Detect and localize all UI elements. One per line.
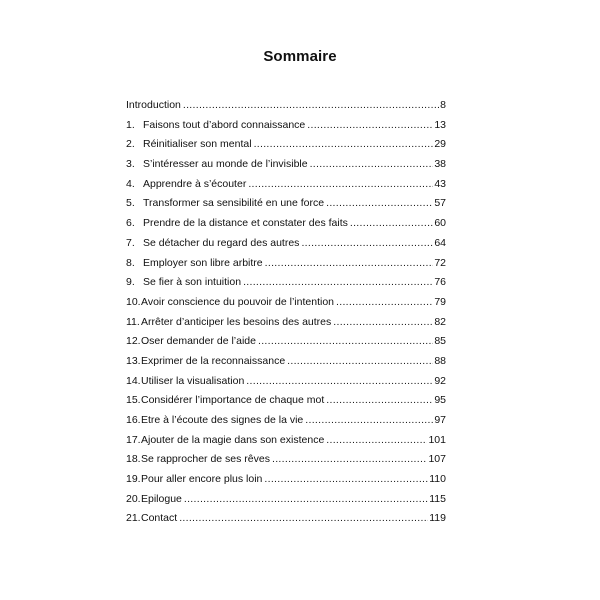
toc-entry	[126, 509, 446, 529]
toc-dot-leader	[301, 234, 433, 254]
toc-dot-leader	[264, 470, 428, 490]
toc-entry	[126, 490, 446, 510]
toc-entry-label: Arrêter d’anticiper les besoins des autres	[141, 315, 332, 328]
toc-dot-leader	[305, 411, 433, 431]
toc-entry-label: Etre à l’écoute des signes de la vie	[141, 414, 304, 426]
toc-entry-page: 43	[434, 177, 446, 190]
toc-dot-leader	[243, 273, 433, 293]
toc-entry-number: 8.	[126, 256, 135, 269]
toc-entry-page: 8	[440, 99, 446, 111]
toc-entry-page: 57	[434, 197, 446, 210]
toc-entry	[126, 372, 446, 392]
toc-dot-leader	[179, 509, 428, 529]
toc-entry	[126, 470, 446, 490]
toc-dot-leader	[287, 352, 433, 372]
toc-entry	[126, 254, 446, 274]
toc-dot-leader	[350, 214, 433, 234]
toc-dot-leader	[265, 254, 434, 274]
toc-entry-number: 16.	[126, 414, 141, 426]
toc-entry	[126, 431, 446, 451]
toc-entry-number: 9.	[126, 276, 135, 289]
toc-entry-label: Introduction	[126, 99, 181, 111]
toc-entry-page: 107	[428, 453, 446, 466]
toc-entry-number: 20.	[126, 492, 141, 505]
toc-entry-label: Se fier à son intuition	[143, 276, 242, 289]
toc-entry	[126, 273, 446, 293]
toc-entry-page: 101	[428, 433, 446, 446]
toc-entry-number: 19.	[126, 473, 141, 486]
page-title: Sommaire	[263, 48, 337, 65]
toc-entry-number: 13.	[126, 354, 141, 367]
toc-entry-page: 85	[434, 335, 446, 348]
toc-entry-label: Exprimer de la reconnaissance	[141, 354, 286, 367]
toc-entry-introduction	[126, 96, 446, 116]
toc-entry-number: 15.	[126, 394, 141, 407]
toc-entry-page: 97	[434, 414, 446, 426]
toc-entry-label: Epilogue	[141, 492, 182, 505]
toc-entry	[126, 135, 446, 155]
toc-entry-label: Réinitialiser son mental	[143, 138, 252, 151]
toc-entry	[126, 155, 446, 175]
toc-entry-number: 17.	[126, 433, 141, 446]
toc-entry-number: 7.	[126, 236, 135, 249]
toc-entry-page: 60	[434, 217, 446, 230]
toc-entry-page: 119	[429, 512, 446, 525]
toc-dot-leader	[183, 96, 439, 116]
toc-entry-number: 18.	[126, 453, 141, 466]
toc-entry-page: 92	[434, 374, 446, 387]
toc-entry-label: Faisons tout d’abord connaissance	[143, 118, 306, 131]
toc-entry	[126, 313, 446, 333]
toc-entry-number: 6.	[126, 217, 135, 230]
toc-entry-number: 5.	[126, 197, 135, 210]
toc-entry	[126, 234, 446, 254]
toc-dot-leader	[248, 175, 433, 195]
toc-entry-label: Ajouter de la magie dans son existence	[141, 433, 325, 446]
toc-dot-leader	[310, 155, 434, 175]
toc-entry-label: Transformer sa sensibilité en une force	[143, 197, 325, 210]
toc-entry-label: Considérer l’importance de chaque mot	[141, 394, 325, 407]
toc-dot-leader	[272, 450, 427, 470]
toc-entry-label: Contact	[141, 512, 178, 525]
toc-entry	[126, 352, 446, 372]
toc-dot-leader	[333, 313, 433, 333]
toc-entry-page: 88	[434, 354, 446, 367]
toc-dot-leader	[258, 332, 433, 352]
toc-entry-label: Apprendre à s’écouter	[143, 177, 247, 190]
toc-dot-leader	[326, 391, 433, 411]
toc-dot-leader	[326, 431, 427, 451]
toc-entry-page: 79	[434, 295, 446, 308]
toc-dot-leader	[184, 490, 428, 510]
toc-entry	[126, 293, 446, 313]
toc-entry-page: 115	[429, 492, 446, 505]
toc-entry-label: Se détacher du regard des autres	[143, 236, 300, 249]
toc-entry-number: 4.	[126, 177, 135, 190]
toc-entry-page: 95	[434, 394, 446, 407]
toc-dot-leader	[326, 194, 433, 214]
toc-entry-label: Avoir conscience du pouvoir de l’intention	[141, 295, 335, 308]
toc-entry-number: 3.	[126, 158, 135, 171]
toc-entry	[126, 450, 446, 470]
toc-entry-page: 38	[434, 158, 446, 171]
toc-entry-page: 76	[434, 276, 446, 289]
toc-entry-number: 10.	[126, 295, 141, 308]
toc-entry	[126, 332, 446, 352]
toc-dot-leader	[254, 135, 434, 155]
toc-entry-label: Se rapprocher de ses rêves	[141, 453, 270, 466]
toc-entry-label: Employer son libre arbitre	[143, 256, 263, 269]
toc-entry-number: 1.	[126, 118, 135, 131]
toc-entry	[126, 214, 446, 234]
toc-entry-number: 21.	[126, 512, 141, 525]
toc-entry	[126, 194, 446, 214]
toc-entry-label: Oser demander de l’aide	[141, 335, 256, 348]
toc-entry-label: Pour aller encore plus loin	[141, 473, 263, 486]
toc-entry-label: S’intéresser au monde de l’invisible	[143, 158, 308, 171]
toc-entry-page: 110	[429, 473, 446, 486]
toc-entry	[126, 411, 446, 431]
toc-entry-number: 14.	[126, 374, 141, 387]
toc-entry-page: 82	[434, 315, 446, 328]
toc-dot-leader	[246, 372, 433, 392]
table-of-contents	[126, 96, 446, 529]
toc-entry-page: 64	[434, 236, 446, 249]
toc-entry-number: 11.	[126, 315, 140, 328]
toc-entry-page: 13	[434, 118, 446, 131]
toc-dot-leader	[336, 293, 433, 313]
toc-entry	[126, 391, 446, 411]
toc-entry	[126, 116, 446, 136]
toc-entry-page: 29	[434, 138, 446, 151]
toc-dot-leader	[307, 116, 433, 136]
toc-entry-number: 12.	[126, 335, 141, 348]
toc-entry	[126, 175, 446, 195]
toc-entry-number: 2.	[126, 138, 135, 151]
toc-entry-label: Utiliser la visualisation	[141, 374, 245, 387]
toc-entry-label: Prendre de la distance et constater des faits	[143, 217, 348, 230]
toc-entry-page: 72	[434, 256, 446, 269]
